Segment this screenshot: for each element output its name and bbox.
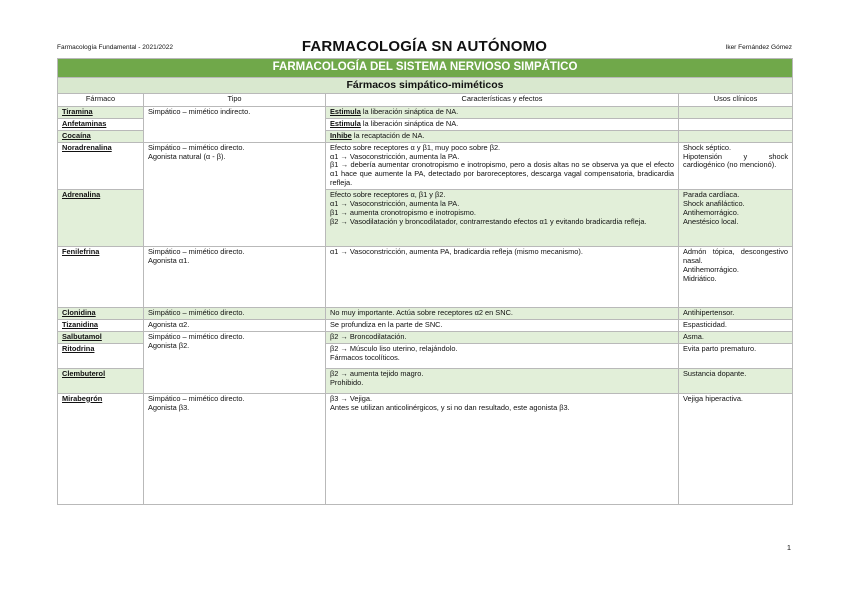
effect-line: No muy importante. Actúa sobre receptores α2 en SNC. [330,308,513,317]
effect-line: β2 → Músculo liso uterino, relajándolo. [330,343,458,353]
drug-table [57,58,793,505]
table-row-salbutamol [58,331,793,343]
drug-subtype: Agonista β2. [148,340,190,350]
effect-line: α1 → Vasoconstricción, aumenta la PA. [330,198,460,208]
drug-name: Adrenalina [62,190,101,199]
effect-text: la recaptación de NA. [351,130,425,140]
effect-line: α1 → Vasoconstricción, aumenta la PA. [330,151,460,161]
drug-name: Tizanidina [62,319,99,329]
drug-name: Tiramina [62,107,93,116]
drug-name: Clonidina [62,308,96,317]
effect-line: β2 → aumenta tejido magro. [330,368,424,378]
drug-type: Simpático – mimético directo. [148,308,245,317]
table-subtitle: Fármacos simpático-miméticos [58,78,793,94]
drug-name: Ritodrina [62,343,95,353]
effect-verb: Inhibe [330,130,352,140]
drug-name: Cocaína [62,130,91,140]
clinical-use: Espasticidad. [683,319,727,329]
drug-name: Noradrenalina [62,142,112,152]
drug-type: Simpático – mimético directo. [148,331,245,341]
col-header-effects: Características y efectos [326,94,679,107]
effect-line: Se profundiza en la parte de SNC. [330,319,443,329]
header-author: Iker Fernández Gómez [725,44,792,51]
table-row-tizanidina [58,319,793,331]
drug-name: Anfetaminas [62,118,107,128]
drug-name: Salbutamol [62,331,102,341]
effect-verb: Estimula [330,118,361,128]
effect-line: Efecto sobre receptores α y β1, muy poco sobre β2. [330,142,501,152]
clinical-use: Antihipertensor. [683,308,735,317]
effect-line: β2 → Broncodilatación. [330,331,407,341]
table-row-fenilefrina [58,247,793,308]
clinical-use: Midriático. [683,273,717,283]
effect-line: Efecto sobre receptores α, β1 y β2. [330,190,446,199]
clinical-use: Shock séptico. [683,142,732,152]
drug-name: Clembuterol [62,368,106,378]
clinical-use: Sustancia dopante. [683,368,747,378]
clinical-use: Anestésico local. [683,216,739,226]
effect-line: β1 → debería aumentar cronotropismo e inotropismo, pero a dosis altas no se observa ya que el efecto α1 hace que aumente la PA, detectado por baroreceptores, descarga vagal compensatoria, bradicardia refleja. [330,160,674,188]
table-row-tiramina [58,107,793,119]
effect-line: α1 → Vasoconstricción, aumenta PA, bradicardia refleja (mismo mecanismo). [330,247,583,256]
drug-name: Mirabegrón [62,393,103,403]
effect-verb: Estimula [330,107,361,116]
drug-subtype: Agonista α1. [148,255,190,265]
drug-subtype: Agonista natural (α - β). [148,151,226,161]
column-header-row [58,94,793,107]
effect-line: Fármacos tocolíticos. [330,352,400,362]
col-header-drug: Fármaco [58,94,144,107]
table-row-noradrenalina [58,142,793,189]
effect-line: β2 → Vasodilatación y broncodilatador, contrarrestando efectos α1 y evitando bradicardia refleja. [330,216,647,226]
drug-type: Simpático – mimético indirecto. [148,107,251,116]
clinical-use: Shock anafiláctico. [683,198,745,208]
clinical-use: Admón tópica, descongestivo nasal. [683,247,789,265]
page-number: 1 [786,543,791,552]
effect-text: la liberación sináptica de NA. [360,118,459,128]
col-header-uses: Usos clínicos [679,94,793,107]
drug-name: Fenilefrina [62,247,100,256]
clinical-use: Parada cardíaca. [683,190,740,199]
drug-type: Simpático – mimético directo. [148,142,245,152]
drug-type: Simpático – mimético directo. [148,247,245,256]
page-title: FARMACOLOGÍA SN AUTÓNOMO [301,38,548,55]
clinical-use: Antihemorrágico. [683,264,739,274]
clinical-use: Hipotensión y shock cardiogénico (no mencionó). [683,151,789,170]
clinical-use: Asma. [683,331,704,341]
clinical-use: Vejiga hiperactiva. [683,393,743,403]
table-title: FARMACOLOGÍA DEL SISTEMA NERVIOSO SIMPÁTICO [58,59,793,78]
clinical-use: Evita parto prematuro. [683,343,757,353]
table-row-mirabegron [58,393,793,504]
effect-line: β3 → Vejiga. [330,393,373,403]
drug-type: Simpático – mimético directo. [148,393,245,403]
table-row-clonidina [58,308,793,320]
page-header [57,38,792,56]
drug-type: Agonista α2. [148,319,190,329]
drug-subtype: Agonista β3. [148,402,190,412]
effect-line: Prohibido. [330,377,364,387]
effect-text: la liberación sináptica de NA. [360,107,459,116]
header-course: Farmacología Fundamental - 2021/2022 [57,44,173,51]
effect-line: Antes se utilizan anticolinérgicos, y si no dan resultado, este agonista β3. [330,402,570,412]
col-header-type: Tipo [144,94,326,107]
clinical-use: Antihemorrágico. [683,207,739,217]
effect-line: β1 → aumenta cronotropismo e inotropismo. [330,207,476,217]
